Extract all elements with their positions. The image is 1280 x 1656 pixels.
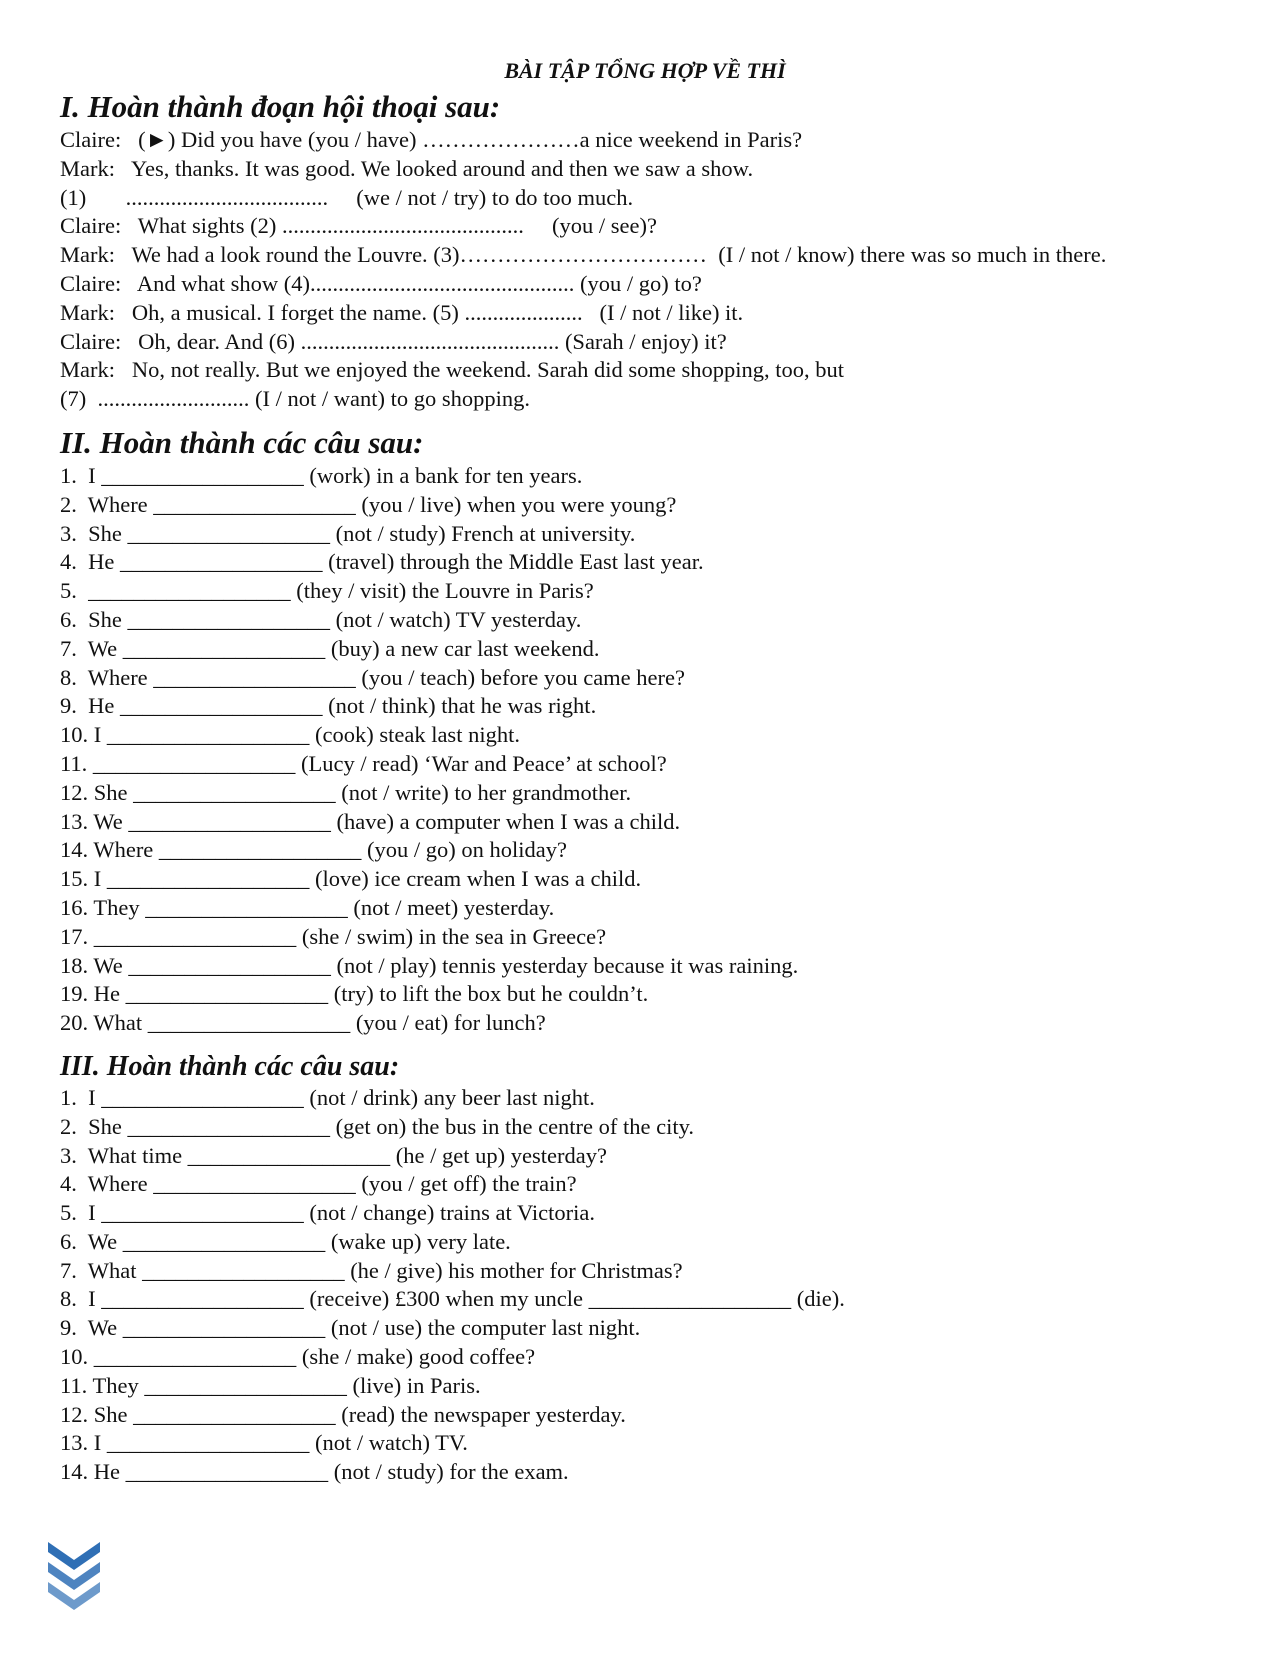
exercise-item: 11. __________________ (Lucy / read) ‘War and Peace’ at school? (60, 750, 667, 776)
dialogue-line: (7) ........................... (I / not / want) to go shopping. (60, 386, 530, 412)
exercise-item: 9. We __________________ (not / use) the computer last night. (60, 1315, 641, 1341)
dialogue-line: Mark: Yes, thanks. It was good. We looked around and then we saw a show. (60, 155, 754, 181)
exercise-item: 10. __________________ (she / make) good coffee? (60, 1344, 536, 1370)
exercise-item: 3. What time __________________ (he / get up) yesterday? (60, 1142, 607, 1168)
exercise-item: 5. __________________ (they / visit) the Louvre in Paris? (60, 578, 594, 604)
exercise-item: 16. They __________________ (not / meet) yesterday. (60, 894, 555, 920)
exercise-item: 14. He __________________ (not / study) for the exam. (60, 1459, 569, 1485)
dialogue-line: Claire: Oh, dear. And (6) .............................................. (Sarah / enjoy) it? (60, 328, 727, 354)
dialogue-block (60, 126, 1230, 414)
exercise-item: 3. She __________________ (not / study) French at university. (60, 520, 636, 546)
exercise-item: 7. What __________________ (he / give) his mother for Christmas? (60, 1257, 683, 1283)
exercise-item: 17. __________________ (she / swim) in the sea in Greece? (60, 923, 607, 949)
section-3-heading: III. Hoàn thành các câu sau: (60, 1050, 400, 1082)
section-2-heading: II. Hoàn thành các câu sau: (60, 424, 424, 460)
exercise-item: 2. She __________________ (get on) the bus in the centre of the city. (60, 1113, 695, 1139)
exercise-item: 1. I __________________ (work) in a bank for ten years. (60, 462, 583, 488)
exercise-item: 2. Where __________________ (you / live) when you were young? (60, 491, 677, 517)
exercise-item: 12. She __________________ (not / write) to her grandmother. (60, 779, 632, 805)
exercise-item: 4. Where __________________ (you / get off) the train? (60, 1171, 577, 1197)
exercise-item: 20. What __________________ (you / eat) for lunch? (60, 1010, 546, 1036)
exercise-item: 7. We __________________ (buy) a new car last weekend. (60, 635, 600, 661)
exercise-item: 6. She __________________ (not / watch) TV yesterday. (60, 606, 582, 632)
exercise-item: 19. He __________________ (try) to lift the box but he couldn’t. (60, 981, 649, 1007)
exercise-item: 6. We __________________ (wake up) very late. (60, 1228, 511, 1254)
dialogue-line: (1) .................................... (we / not / try) to do too much. (60, 184, 634, 210)
exercise-item: 15. I __________________ (love) ice cream when I was a child. (60, 866, 642, 892)
exercise-list-2 (60, 462, 1230, 1038)
exercise-item: 12. She __________________ (read) the newspaper yesterday. (60, 1401, 626, 1427)
exercise-item: 1. I __________________ (not / drink) any beer last night. (60, 1084, 595, 1110)
exercise-item: 5. I __________________ (not / change) trains at Victoria. (60, 1200, 596, 1226)
dialogue-line: Claire: (►) Did you have (you / have) …………………a nice weekend in Paris? (60, 127, 803, 152)
exercise-item: 13. We __________________ (have) a computer when I was a child. (60, 808, 681, 834)
dialogue-line: Claire: And what show (4)............................................... (you / go) to? (60, 270, 702, 296)
worksheet-page (60, 58, 1230, 1487)
exercise-item: 11. They __________________ (live) in Paris. (60, 1372, 481, 1398)
document-title: BÀI TẬP TỔNG HỢP VỀ THÌ (504, 58, 786, 83)
exercise-item: 8. I __________________ (receive) £300 when my uncle __________________ (die). (60, 1286, 845, 1312)
dialogue-line: Mark: Oh, a musical. I forget the name. (5) ..................... (I / not / like) it. (60, 299, 744, 325)
exercise-item: 9. He __________________ (not / think) that he was right. (60, 693, 597, 719)
exercise-list-3 (60, 1084, 1230, 1487)
dialogue-line: Mark: No, not really. But we enjoyed the weekend. Sarah did some shopping, too, but (60, 357, 845, 383)
exercise-item: 4. He __________________ (travel) through the Middle East last year. (60, 549, 704, 575)
section-1-heading: I. Hoàn thành đoạn hội thoại sau: (60, 89, 501, 124)
exercise-item: 13. I __________________ (not / watch) TV. (60, 1430, 468, 1456)
dialogue-line: Claire: What sights (2) ........................................... (you / see)? (60, 213, 657, 239)
chevron-stack-logo-icon (44, 1534, 104, 1614)
exercise-item: 18. We __________________ (not / play) tennis yesterday because it was raining. (60, 952, 799, 978)
exercise-item: 8. Where __________________ (you / teach) before you came here? (60, 664, 685, 690)
exercise-item: 14. Where __________________ (you / go) on holiday? (60, 837, 568, 863)
exercise-item: 10. I __________________ (cook) steak last night. (60, 722, 520, 748)
dialogue-line: Mark: We had a look round the Louvre. (3)…………………………… (I / not / know) there was so much in there. (60, 242, 1107, 268)
